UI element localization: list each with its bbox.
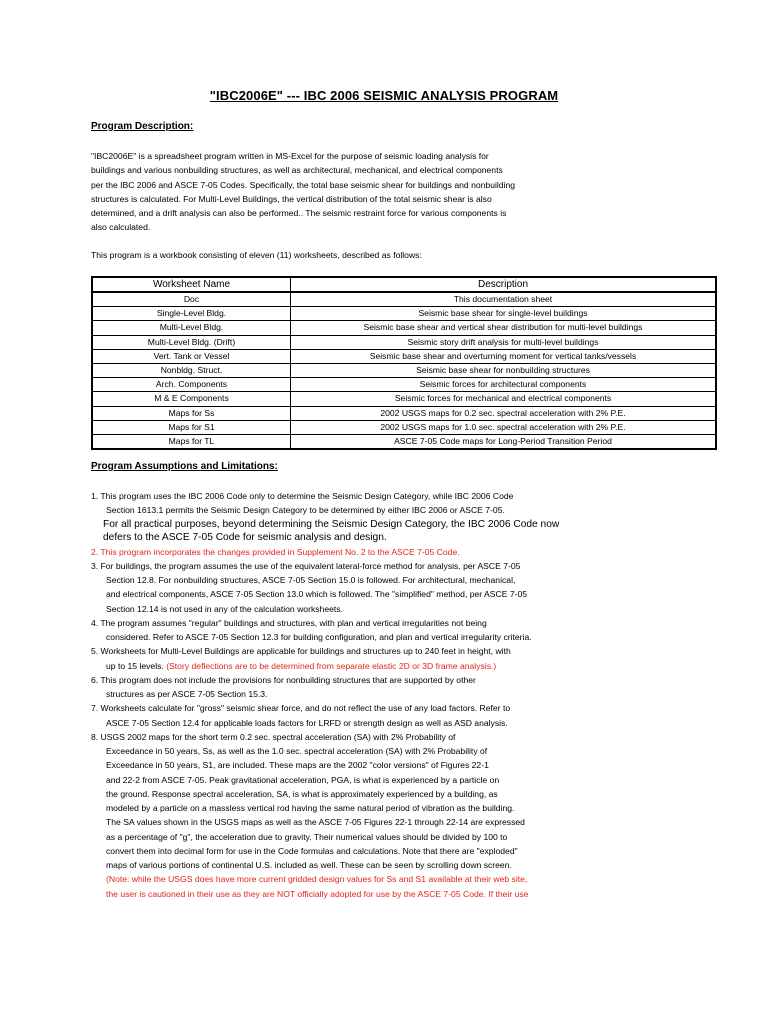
worksheet-desc-cell: Seismic story drift analysis for multi-level buildings <box>291 335 717 349</box>
worksheet-name-cell: Maps for S1 <box>92 420 291 434</box>
worksheet-name-cell: Multi-Level Bldg. <box>92 321 291 335</box>
assumptions-list <box>91 489 651 901</box>
table-row <box>92 434 716 449</box>
worksheet-desc-cell: Seismic base shear for single-level buildings <box>291 307 717 321</box>
list-item: 3. For buildings, the program assumes the use of the equivalent lateral-force method for analysis, per ASCE 7-05 <box>91 560 521 571</box>
list-item: 6. This program does not include the provisions for nonbuilding structures that are supported by other <box>91 674 476 685</box>
list-item-note: (Story deflections are to be determined from separate elastic 2D or 3D frame analysis.) <box>166 660 497 671</box>
worksheet-desc-cell: ASCE 7-05 Code maps for Long-Period Transition Period <box>291 434 717 449</box>
list-item: Exceedance in 50 years, S1, are included. These maps are the 2002 "color versions" of Figures 22-1 <box>106 760 489 771</box>
list-item: considered. Refer to ASCE 7-05 Section 12.3 for building configuration, and plan and vertical irregularity criteria. <box>106 632 532 642</box>
list-item: 2. This program incorporates the changes provided in Supplement No. 2 to the ASCE 7-05 Code. <box>91 546 460 557</box>
list-item <box>91 659 651 673</box>
worksheet-desc-cell: Seismic forces for mechanical and electrical components <box>291 392 717 406</box>
worksheet-desc-cell: Seismic base shear for nonbuilding structures <box>291 363 717 377</box>
list-item: and electrical components, ASCE 7-05 Section 13.0 which is followed. The "simplified" method, per ASCE 7-05 <box>106 589 528 600</box>
description-line: structures is calculated. For Multi-Level Buildings, the vertical distribution of the total seismic shear is also <box>91 193 492 204</box>
list-item: 5. Worksheets for Multi-Level Buildings are applicable for buildings and structures up to 240 feet in height, with <box>91 646 511 657</box>
worksheet-desc-cell: 2002 USGS maps for 1.0 sec. spectral acceleration with 2% P.E. <box>291 420 717 434</box>
worksheet-name-cell: Arch. Components <box>92 378 291 392</box>
table-row <box>92 406 716 420</box>
list-item: defers to the ASCE 7-05 Code for seismic analysis and design. <box>103 532 387 543</box>
list-item: modeled by a particle on a massless vertical rod having the same natural period of vibration as the building. <box>106 803 515 813</box>
list-item: maps of various portions of continental U.S. included as well. These can be seen by scrolling down screen. <box>106 860 512 870</box>
description-heading: Program Description: <box>91 121 194 132</box>
list-item: the user is cautioned in their use as they are NOT officially adopted for use by the ASCE 7-05 Code. If their use <box>106 888 529 899</box>
list-item: 8. USGS 2002 maps for the short term 0.2 sec. spectral acceleration (SA) with 2% Probability of <box>91 731 456 742</box>
table-row <box>92 420 716 434</box>
description-line: determined, and a drift analysis can also be performed.. The seismic restraint force for various components is <box>91 208 507 219</box>
list-item: ASCE 7-05 Section 12.4 for applicable loads factors for LRFD or strength design as well as ASD analysis. <box>106 717 508 728</box>
list-item: Section 12.14 is not used in any of the calculation worksheets. <box>106 603 343 614</box>
worksheet-desc-cell: Seismic base shear and vertical shear distribution for multi-level buildings <box>291 321 717 335</box>
worksheet-name-cell: Vert. Tank or Vessel <box>92 349 291 363</box>
worksheet-name-cell: Doc <box>92 292 291 307</box>
table-row <box>92 307 716 321</box>
worksheet-name-cell: Multi-Level Bldg. (Drift) <box>92 335 291 349</box>
worksheet-desc-cell: Seismic forces for architectural components <box>291 378 717 392</box>
table-row <box>92 321 716 335</box>
worksheet-name-cell: Nonbldg. Struct. <box>92 363 291 377</box>
table-row <box>92 378 716 392</box>
table-row <box>92 363 716 377</box>
list-item: 1. This program uses the IBC 2006 Code only to determine the Seismic Design Category, while IBC 2006 Code <box>91 491 514 501</box>
worksheet-desc-cell: Seismic base shear and overturning moment for vertical tanks/vessels <box>291 349 717 363</box>
list-item-text: up to 15 levels. <box>106 660 167 671</box>
table-row <box>92 335 716 349</box>
worksheet-desc-cell: 2002 USGS maps for 0.2 sec. spectral acceleration with 2% P.E. <box>291 406 717 420</box>
list-item: Section 12.8. For nonbuilding structures, ASCE 7-05 Section 15.0 is followed. For architectural, mechanical, <box>106 575 516 585</box>
worksheet-name-cell: Maps for Ss <box>92 406 291 420</box>
list-item: 7. Worksheets calculate for "gross" seismic shear force, and do not reflect the use of any load factors. Refer to <box>91 703 511 714</box>
list-item: For all practical purposes, beyond determining the Seismic Design Category, the IBC 2006 Code now <box>103 518 560 530</box>
worksheet-name-cell: Maps for TL <box>92 434 291 449</box>
list-item: convert them into decimal form for use in the Code formulas and calculations. Note that there are "exploded" <box>106 845 518 856</box>
table-row <box>92 349 716 363</box>
list-item: as a percentage of "g", the acceleration due to gravity. Their numerical values should be divided by 100 to <box>106 831 508 842</box>
table-row <box>92 392 716 406</box>
list-item: Section 1613.1 permits the Seismic Design Category to be determined by either IBC 2006 or ASCE 7-05. <box>106 505 505 516</box>
workbook-intro <box>91 248 611 262</box>
list-item: and 22-2 from ASCE 7-05. Peak gravitational acceleration, PGA, is what is experienced by a particle on <box>106 774 500 785</box>
worksheet-desc-cell: This documentation sheet <box>291 292 717 307</box>
worksheet-name-cell: M & E Components <box>92 392 291 406</box>
worksheet-name-cell: Single-Level Bldg. <box>92 307 291 321</box>
page-title: "IBC2006E" --- IBC 2006 SEISMIC ANALYSIS PROGRAM <box>209 88 559 103</box>
description-line: per the IBC 2006 and ASCE 7-05 Codes. Specifically, the total base seismic shear for buildings and nonbuilding <box>91 179 516 190</box>
header-description: Description <box>291 277 717 292</box>
list-item: (Note: while the USGS does have more current gridded design values for Ss and S1 available at their web site, <box>106 874 528 885</box>
list-item: the ground. Response spectral acceleration, SA, is what is approximately experienced by a building, as <box>106 788 498 799</box>
assumptions-heading: Program Assumptions and Limitations: <box>91 461 278 472</box>
list-item: Exceedance in 50 years, Ss, as well as the 1.0 sec. spectral acceleration (SA) with 2% Probability of <box>106 746 488 756</box>
description-paragraph <box>91 149 611 235</box>
description-line: "IBC2006E" is a spreadsheet program written in MS-Excel for the purpose of seismic loading analysis for <box>91 151 489 161</box>
description-line: buildings and various nonbuilding structures, as well as architectural, mechanical, and electrical components <box>91 165 503 176</box>
list-item: 4. The program assumes "regular" buildings and structures, with plan and vertical irregularities not being <box>91 617 487 628</box>
worksheet-table <box>91 276 717 450</box>
table-header-row <box>92 277 716 292</box>
list-item: structures as per ASCE 7-05 Section 15.3. <box>106 689 268 699</box>
workbook-intro-text: This program is a workbook consisting of eleven (11) worksheets, described as follows: <box>91 250 422 260</box>
description-line: also calculated. <box>91 222 151 233</box>
table-row <box>92 292 716 307</box>
header-worksheet-name: Worksheet Name <box>92 277 291 292</box>
list-item: The SA values shown in the USGS maps as well as the ASCE 7-05 Figures 22-1 through 22-14 are expressed <box>106 817 525 828</box>
